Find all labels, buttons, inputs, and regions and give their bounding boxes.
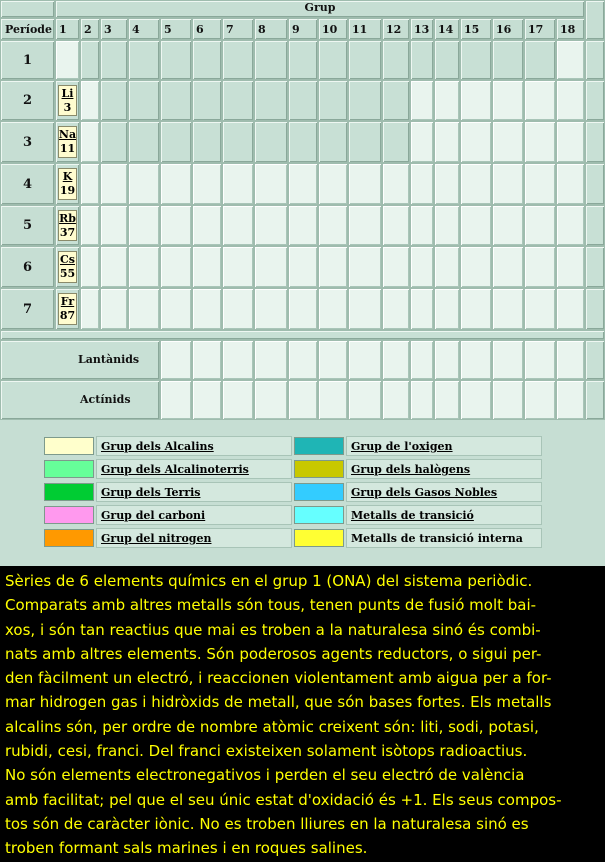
- cell-p2-g7: [222, 80, 254, 121]
- cell-p7-g4: [128, 288, 160, 330]
- group-header-7: 7: [222, 18, 254, 40]
- cell-p1-g4: [128, 40, 160, 80]
- cell-p3-g6: [192, 121, 222, 163]
- cell-p7-g8: [254, 288, 288, 330]
- cell-p7-g17: [524, 288, 556, 330]
- cell-p5-g14: [434, 205, 460, 246]
- actinids-cell-13: [410, 380, 434, 420]
- cell-p2-g15: [460, 80, 492, 121]
- cell-p4-g4: [128, 163, 160, 205]
- legend-item-link[interactable]: Grup dels Alcalins: [96, 436, 292, 456]
- actinids-cell-12: [382, 380, 410, 420]
- spacer-row: [0, 330, 605, 340]
- cell-p3-g12: [382, 121, 410, 163]
- cell-p4-g9: [288, 163, 318, 205]
- cell-p6-g16: [492, 246, 524, 288]
- cell-p4-g15: [460, 163, 492, 205]
- period-label-3: 3: [0, 121, 55, 163]
- cell-p1-g11: [348, 40, 382, 80]
- group-header-5: 5: [160, 18, 192, 40]
- cell-p4-g11: [348, 163, 382, 205]
- cell-p6-g4: [128, 246, 160, 288]
- legend-item-link[interactable]: Grup dels Terris: [96, 482, 292, 502]
- element-symbol[interactable]: Cs: [60, 253, 75, 266]
- element-cs[interactable]: [58, 251, 77, 283]
- cell-p5-g9: [288, 205, 318, 246]
- cell-p6-g6: [192, 246, 222, 288]
- period-label-1: 1: [0, 40, 55, 80]
- cell-p6-g8: [254, 246, 288, 288]
- cell-p3-g13: [410, 121, 434, 163]
- element-fr[interactable]: [58, 293, 77, 325]
- cell-p4-g3: [100, 163, 128, 205]
- legend: [36, 432, 546, 552]
- cell-p2-g14: [434, 80, 460, 121]
- actinids-cell-5: [160, 380, 192, 420]
- lantanids-cell-18: [556, 340, 585, 380]
- cell-p3-g18: [556, 121, 585, 163]
- description-line: troben formant sals marines i en roques salines.: [5, 839, 368, 858]
- legend-swatch: [44, 529, 94, 547]
- actinids-cell-7: [222, 380, 254, 420]
- periode-header: Període: [0, 18, 55, 40]
- legend-item-link[interactable]: Grup de l'oxigen: [346, 436, 542, 456]
- cell-p7-g12: [382, 288, 410, 330]
- period-label-2: 2: [0, 80, 55, 121]
- cell-p4-g16: [492, 163, 524, 205]
- cell-p6-g2: [80, 246, 100, 288]
- cell-p6-g17: [524, 246, 556, 288]
- actinids-cell-9: [288, 380, 318, 420]
- group-header-16: 16: [492, 18, 524, 40]
- element-k[interactable]: [58, 168, 77, 200]
- element-symbol[interactable]: Fr: [60, 295, 75, 308]
- cell-p6-g10: [318, 246, 348, 288]
- period-label-7: 7: [0, 288, 55, 330]
- actinids-label: Actínids: [80, 393, 131, 406]
- cell-p2-g16: [492, 80, 524, 121]
- cell-p6-g14: [434, 246, 460, 288]
- edge-row-1: [585, 40, 605, 80]
- cell-p2-g11: [348, 80, 382, 121]
- cell-p6-g12: [382, 246, 410, 288]
- cell-p1-g5: [160, 40, 192, 80]
- cell-p1-g9: [288, 40, 318, 80]
- description-line: rubidi, cesi, franci. Del franci existeixen solament isòtops radioactius.: [5, 742, 528, 761]
- actinids-cell-17: [524, 380, 556, 420]
- element-symbol[interactable]: Na: [58, 128, 77, 141]
- cell-p3-g14: [434, 121, 460, 163]
- description-line: Comparats amb altres metalls són tous, tenen punts de fusió molt bai-: [5, 596, 537, 615]
- element-number: 55: [59, 267, 76, 280]
- cell-p4-g10: [318, 163, 348, 205]
- legend-swatch: [44, 460, 94, 478]
- edge-row-3: [585, 121, 605, 163]
- cell-p5-g18: [556, 205, 585, 246]
- cell-p5-g11: [348, 205, 382, 246]
- edge-row-5: [585, 205, 605, 246]
- cell-p3-g5: [160, 121, 192, 163]
- element-symbol[interactable]: Rb: [59, 211, 76, 225]
- period-label-6: 6: [0, 246, 55, 288]
- legend-swatch: [294, 437, 344, 455]
- cell-p3-g7: [222, 121, 254, 163]
- corner-cell: [0, 0, 55, 18]
- lantanids-cell-8: [254, 340, 288, 380]
- cell-p6-g3: [100, 246, 128, 288]
- element-number: 37: [59, 225, 76, 239]
- legend-item-link[interactable]: Grup del carboni: [96, 505, 292, 525]
- periodic-table: [0, 0, 605, 420]
- group-header-15: 15: [460, 18, 492, 40]
- cell-p7-g14: [434, 288, 460, 330]
- cell-p7-g11: [348, 288, 382, 330]
- group-header-8: 8: [254, 18, 288, 40]
- cell-p4-g12: [382, 163, 410, 205]
- cell-p3-g3: [100, 121, 128, 163]
- group-header-4: 4: [128, 18, 160, 40]
- legend-item-link[interactable]: Grup del nitrogen: [96, 528, 292, 548]
- cell-p4-g2: [80, 163, 100, 205]
- description-panel: [0, 566, 605, 862]
- lantanids-edge: [585, 340, 605, 380]
- cell-p1-g1: [55, 40, 80, 80]
- description-line: den fàcilment un electró, i reaccionen violentament amb aigua per a for-: [5, 669, 552, 688]
- lantanids-cell-11: [348, 340, 382, 380]
- legend-item-link: Metalls de transició interna: [346, 528, 542, 548]
- element-number: 87: [59, 309, 76, 322]
- legend-swatch: [294, 483, 344, 501]
- description-line: alcalins són, per ordre de nombre atòmic creixent són: liti, sodi, potasi,: [5, 717, 539, 736]
- legend-swatch: [44, 506, 94, 524]
- cell-p5-g3: [100, 205, 128, 246]
- lantanids-label: Lantànids: [78, 353, 140, 366]
- group-header-10: 10: [318, 18, 348, 40]
- lantanids-cell-6: [192, 340, 222, 380]
- cell-p1-g18: [556, 40, 585, 80]
- group-header-9: 9: [288, 18, 318, 40]
- cell-p4-g13: [410, 163, 434, 205]
- edge-row-4: [585, 163, 605, 205]
- cell-p2-g17: [524, 80, 556, 121]
- cell-p6-g7: [222, 246, 254, 288]
- cell-p4-g18: [556, 163, 585, 205]
- cell-p3-g10: [318, 121, 348, 163]
- cell-p3-g11: [348, 121, 382, 163]
- legend-item-link[interactable]: Grup dels Gasos Nobles: [346, 482, 542, 502]
- cell-p2-g8: [254, 80, 288, 121]
- element-li[interactable]: [58, 85, 77, 116]
- actinids-cell-6: [192, 380, 222, 420]
- cell-p6-g11: [348, 246, 382, 288]
- cell-p3-g2: [80, 121, 100, 163]
- legend-item-link[interactable]: Grup dels halògens: [346, 459, 542, 479]
- cell-p2-g18: [556, 80, 585, 121]
- cell-p7-g2: [80, 288, 100, 330]
- group-header-18: 18: [556, 18, 585, 40]
- cell-p5-g12: [382, 205, 410, 246]
- lantanids-cell-10: [318, 340, 348, 380]
- group-header-17: 17: [524, 18, 556, 40]
- description-line: mar hidrogen gas i hidròxids de metall, que són bases fortes. Els metalls: [5, 693, 552, 712]
- period-label-4: 4: [0, 163, 55, 205]
- cell-p6-g15: [460, 246, 492, 288]
- group-header-14: 14: [434, 18, 460, 40]
- group-header-6: 6: [192, 18, 222, 40]
- cell-p1-g7: [222, 40, 254, 80]
- cell-p3-g8: [254, 121, 288, 163]
- cell-p5-g16: [492, 205, 524, 246]
- group-header-12: 12: [382, 18, 410, 40]
- cell-p4-g8: [254, 163, 288, 205]
- legend-swatch: [294, 529, 344, 547]
- cell-p7-g13: [410, 288, 434, 330]
- cell-p5-g4: [128, 205, 160, 246]
- cell-p7-g6: [192, 288, 222, 330]
- element-number: 3: [63, 100, 72, 114]
- cell-p5-g7: [222, 205, 254, 246]
- cell-p4-g7: [222, 163, 254, 205]
- cell-p6-g18: [556, 246, 585, 288]
- cell-p1-g16: [492, 40, 524, 80]
- cell-p7-g16: [492, 288, 524, 330]
- lantanids-cell-5: [160, 340, 192, 380]
- cell-p1-g15: [460, 40, 492, 80]
- cell-p6-g13: [410, 246, 434, 288]
- description-line: xos, i són tan reactius que mai es troben a la naturalesa sinó és combi-: [5, 620, 541, 639]
- cell-p2-g3: [100, 80, 128, 121]
- group-header-13: 13: [410, 18, 434, 40]
- cell-p2-g6: [192, 80, 222, 121]
- actinids-cell-11: [348, 380, 382, 420]
- cell-p3-g15: [460, 121, 492, 163]
- element-rb[interactable]: [58, 210, 77, 241]
- period-label-5: 5: [0, 205, 55, 246]
- cell-p5-g8: [254, 205, 288, 246]
- legend-swatch: [294, 506, 344, 524]
- element-number: 11: [59, 142, 76, 155]
- cell-p5-g2: [80, 205, 100, 246]
- description-line: nats amb altres elements. Són poderosos agents reductors, o sigui per-: [5, 644, 542, 663]
- description-line: Sèries de 6 elements químics en el grup 1 (ONA) del sistema periòdic.: [5, 572, 533, 590]
- actinids-cell-18: [556, 380, 585, 420]
- cell-p3-g9: [288, 121, 318, 163]
- actinids-cell-15: [460, 380, 492, 420]
- cell-p1-g13: [410, 40, 434, 80]
- element-number: 19: [59, 184, 76, 197]
- cell-p1-g2: [80, 40, 100, 80]
- legend-item-link[interactable]: Grup dels Alcalinoterris: [96, 459, 292, 479]
- element-symbol[interactable]: K: [62, 170, 73, 183]
- lantanids-cell-9: [288, 340, 318, 380]
- cell-p3-g16: [492, 121, 524, 163]
- cell-p5-g5: [160, 205, 192, 246]
- cell-p4-g14: [434, 163, 460, 205]
- legend-item-link[interactable]: Metalls de transició: [346, 505, 542, 525]
- cell-p1-g6: [192, 40, 222, 80]
- cell-p2-g13: [410, 80, 434, 121]
- cell-p4-g6: [192, 163, 222, 205]
- cell-p2-g9: [288, 80, 318, 121]
- cell-p2-g4: [128, 80, 160, 121]
- legend-swatch: [294, 460, 344, 478]
- cell-p2-g12: [382, 80, 410, 121]
- cell-p1-g8: [254, 40, 288, 80]
- actinids-cell-14: [434, 380, 460, 420]
- actinids-edge: [585, 380, 605, 420]
- element-symbol[interactable]: Li: [61, 86, 74, 100]
- group-header-1: 1: [55, 18, 80, 40]
- group-header-2: 2: [80, 18, 100, 40]
- cell-p5-g6: [192, 205, 222, 246]
- lantanids-cell-17: [524, 340, 556, 380]
- edge-cell: [585, 0, 605, 40]
- cell-p3-g4: [128, 121, 160, 163]
- cell-p4-g5: [160, 163, 192, 205]
- group-header-11: 11: [348, 18, 382, 40]
- cell-p3-g17: [524, 121, 556, 163]
- cell-p7-g7: [222, 288, 254, 330]
- cell-p4-g17: [524, 163, 556, 205]
- actinids-cell-10: [318, 380, 348, 420]
- lantanids-cell-16: [492, 340, 524, 380]
- cell-p1-g17: [524, 40, 556, 80]
- cell-p5-g17: [524, 205, 556, 246]
- cell-p2-g2: [80, 80, 100, 121]
- cell-p1-g3: [100, 40, 128, 80]
- cell-p7-g9: [288, 288, 318, 330]
- lantanids-cell-15: [460, 340, 492, 380]
- group-header-3: 3: [100, 18, 128, 40]
- cell-p5-g13: [410, 205, 434, 246]
- edge-row-6: [585, 246, 605, 288]
- cell-p2-g5: [160, 80, 192, 121]
- legend-swatch: [44, 483, 94, 501]
- grup-header: Grup: [55, 0, 585, 18]
- cell-p5-g10: [318, 205, 348, 246]
- lantanids-cell-12: [382, 340, 410, 380]
- cell-p7-g15: [460, 288, 492, 330]
- description-line: amb facilitat; pel que el seu únic estat d'oxidació és +1. Els seus compos-: [5, 790, 562, 809]
- description-line: No són elements electronegativos i perden el seu electró de valència: [5, 766, 525, 785]
- cell-p6-g9: [288, 246, 318, 288]
- edge-row-2: [585, 80, 605, 121]
- legend-swatch: [44, 437, 94, 455]
- actinids-cell-16: [492, 380, 524, 420]
- actinids-cell-8: [254, 380, 288, 420]
- cell-p7-g5: [160, 288, 192, 330]
- cell-p1-g14: [434, 40, 460, 80]
- lantanids-cell-14: [434, 340, 460, 380]
- edge-row-7: [585, 288, 605, 330]
- cell-p6-g5: [160, 246, 192, 288]
- cell-p7-g10: [318, 288, 348, 330]
- element-na[interactable]: [58, 126, 77, 158]
- cell-p7-g3: [100, 288, 128, 330]
- lantanids-cell-7: [222, 340, 254, 380]
- description-line: tos són de caràcter iònic. No es troben lliures en la naturalesa sinó es: [5, 814, 529, 833]
- cell-p5-g15: [460, 205, 492, 246]
- cell-p7-g18: [556, 288, 585, 330]
- cell-p1-g12: [382, 40, 410, 80]
- cell-p2-g10: [318, 80, 348, 121]
- lantanids-cell-13: [410, 340, 434, 380]
- cell-p1-g10: [318, 40, 348, 80]
